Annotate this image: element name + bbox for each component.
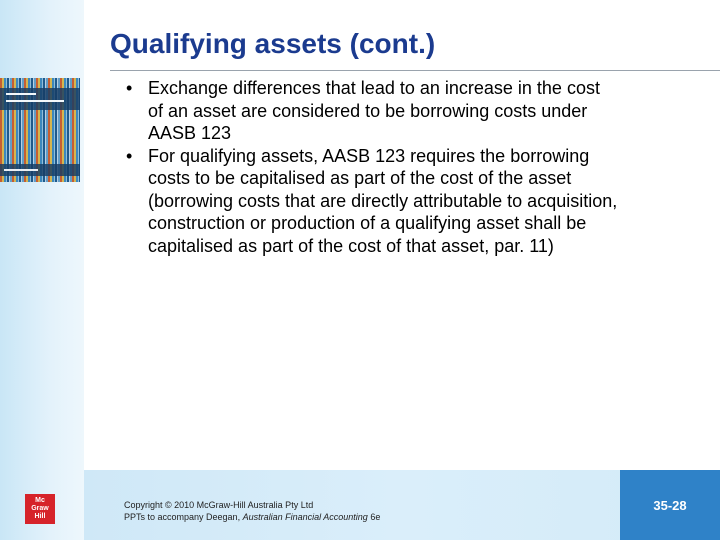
- bullet-item: [122, 145, 702, 258]
- bullet-list: [122, 77, 702, 257]
- bullet-line: costs to be capitalised as part of the cost of the asset: [148, 168, 572, 188]
- page-number: 35-28: [653, 497, 687, 513]
- cover-author-line: [4, 169, 38, 171]
- cover-author-band: [0, 164, 80, 176]
- bullet-line: AASB 123: [148, 123, 232, 143]
- bullet-line: capitalised as part of the cost of that asset, par. 11): [148, 235, 554, 256]
- bullet-icon: •: [126, 145, 133, 166]
- slide-title: Qualifying assets (cont.): [110, 28, 436, 59]
- bullet-item: [122, 77, 702, 145]
- bullet-line: of an asset are considered to be borrowing costs under: [148, 100, 588, 121]
- logo-text: Mc: [35, 497, 45, 504]
- book-title: Australian Financial Accounting: [242, 511, 368, 522]
- bullet-line: construction or production of a qualifying asset shall be: [148, 213, 587, 233]
- title-divider: [110, 70, 720, 71]
- mcgraw-hill-logo: [25, 494, 55, 524]
- cover-title-line: [6, 93, 36, 95]
- cover-title-band: [0, 88, 80, 110]
- edition: 6e: [367, 511, 381, 522]
- logo-text: Hill: [34, 513, 46, 520]
- bullet-icon: •: [126, 78, 133, 98]
- ppt-credit-prefix: PPTs to accompany Deegan,: [124, 511, 243, 522]
- bullet-line: (borrowing costs that are directly attributable to acquisition,: [148, 190, 618, 211]
- cover-title-line: [6, 100, 64, 102]
- copyright-text: Copyright © 2010 McGraw-Hill Australia Pty Ltd: [124, 500, 314, 510]
- book-cover-image: [0, 78, 80, 182]
- bullet-line: Exchange differences that lead to an increase in the cost: [148, 78, 600, 98]
- bullet-line: For qualifying assets, AASB 123 requires the borrowing: [148, 145, 590, 166]
- logo-text: Graw: [31, 505, 49, 512]
- ppt-credit: [124, 512, 380, 524]
- footer-credits: [124, 500, 380, 523]
